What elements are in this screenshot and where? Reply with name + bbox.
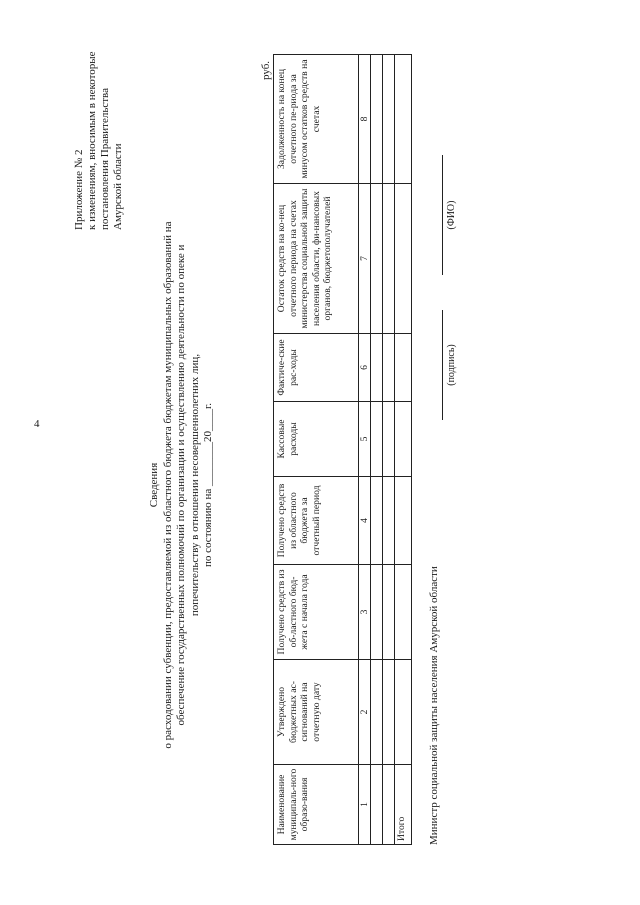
column-header: Получено средств из областного бюджета за отчетный период xyxy=(274,477,359,565)
appendix-line: Приложение № 2 xyxy=(73,149,85,230)
empty-cell xyxy=(371,660,383,765)
empty-cell xyxy=(371,402,383,477)
empty-cell xyxy=(371,565,383,660)
appendix-line: Амурской области xyxy=(112,143,124,230)
column-number: 1 xyxy=(359,765,371,845)
name-label: (ФИО) xyxy=(446,200,457,230)
empty-cell xyxy=(395,565,412,660)
empty-cell xyxy=(371,55,383,184)
column-number: 2 xyxy=(359,660,371,765)
signature-line xyxy=(442,310,443,420)
empty-cell xyxy=(383,55,395,184)
total-label: Итого xyxy=(395,765,412,845)
column-number: 8 xyxy=(359,55,371,184)
column-number: 7 xyxy=(359,184,371,334)
column-number: 4 xyxy=(359,477,371,565)
title-line: о расходовании субвенции, предоставляемой из областного бюджета бюджетам муниципальных образований на xyxy=(161,221,174,749)
empty-cell xyxy=(371,765,383,845)
empty-cell xyxy=(395,55,412,184)
column-number: 6 xyxy=(359,334,371,402)
column-header: Задолженность на конец отчетного пе-риода за минусом остатков средств на счетах xyxy=(274,55,359,184)
appendix-note xyxy=(73,20,125,230)
title-heading: Сведения xyxy=(148,462,160,508)
column-number: 3 xyxy=(359,565,371,660)
empty-cell xyxy=(371,477,383,565)
column-number-row xyxy=(359,55,371,845)
empty-cell xyxy=(371,334,383,402)
empty-cell xyxy=(383,184,395,334)
empty-cell xyxy=(383,334,395,402)
column-header: Остаток средств на ко-нец отчетного периода на счетах министерства социальной защиты населения области, фи-нансовых органов, бюджетополучателей xyxy=(274,184,359,334)
signer-title: Министр социальной защиты населения Амурской области xyxy=(428,566,440,845)
title-line: попечительству в отношении несовершеннолетних лиц, xyxy=(188,353,201,617)
empty-cell xyxy=(395,402,412,477)
column-header: Наименование муниципаль-ного образо-вания xyxy=(274,765,359,845)
empty-cell xyxy=(395,184,412,334)
column-header: Фактиче-ские рас-ходы xyxy=(274,334,359,402)
blank-data-row xyxy=(371,55,383,845)
empty-cell xyxy=(383,765,395,845)
column-header: Получено средств из об-ластного бюд-жета с начала года xyxy=(274,565,359,660)
appendix-line: постановления Правительства xyxy=(99,88,111,230)
empty-cell xyxy=(383,402,395,477)
column-number: 5 xyxy=(359,402,371,477)
document-title xyxy=(148,155,216,815)
empty-cell xyxy=(371,184,383,334)
page-number: 4 xyxy=(34,418,40,430)
signature-label: (подпись) xyxy=(446,344,457,386)
name-line xyxy=(442,155,443,275)
empty-cell xyxy=(395,334,412,402)
title-date-line: по состоянию на ________20____г. xyxy=(202,403,214,567)
currency-unit: руб. xyxy=(260,60,272,80)
empty-cell xyxy=(383,565,395,660)
total-row xyxy=(395,55,412,845)
blank-data-row xyxy=(383,55,395,845)
empty-cell xyxy=(383,660,395,765)
appendix-line: к изменениям, вносимым в некоторые xyxy=(86,51,98,230)
title-line: обеспечение государственных полномочий по организации и осуществлению деятельности по опеке и xyxy=(175,244,187,726)
empty-cell xyxy=(383,477,395,565)
column-header: Утверждено бюджетных ас-сигнований на отчетную дату xyxy=(274,660,359,765)
report-table xyxy=(273,54,412,845)
empty-cell xyxy=(395,477,412,565)
empty-cell xyxy=(395,660,412,765)
header-row xyxy=(274,55,359,845)
rotated-document xyxy=(48,15,608,875)
column-header: Кассовые расходы xyxy=(274,402,359,477)
